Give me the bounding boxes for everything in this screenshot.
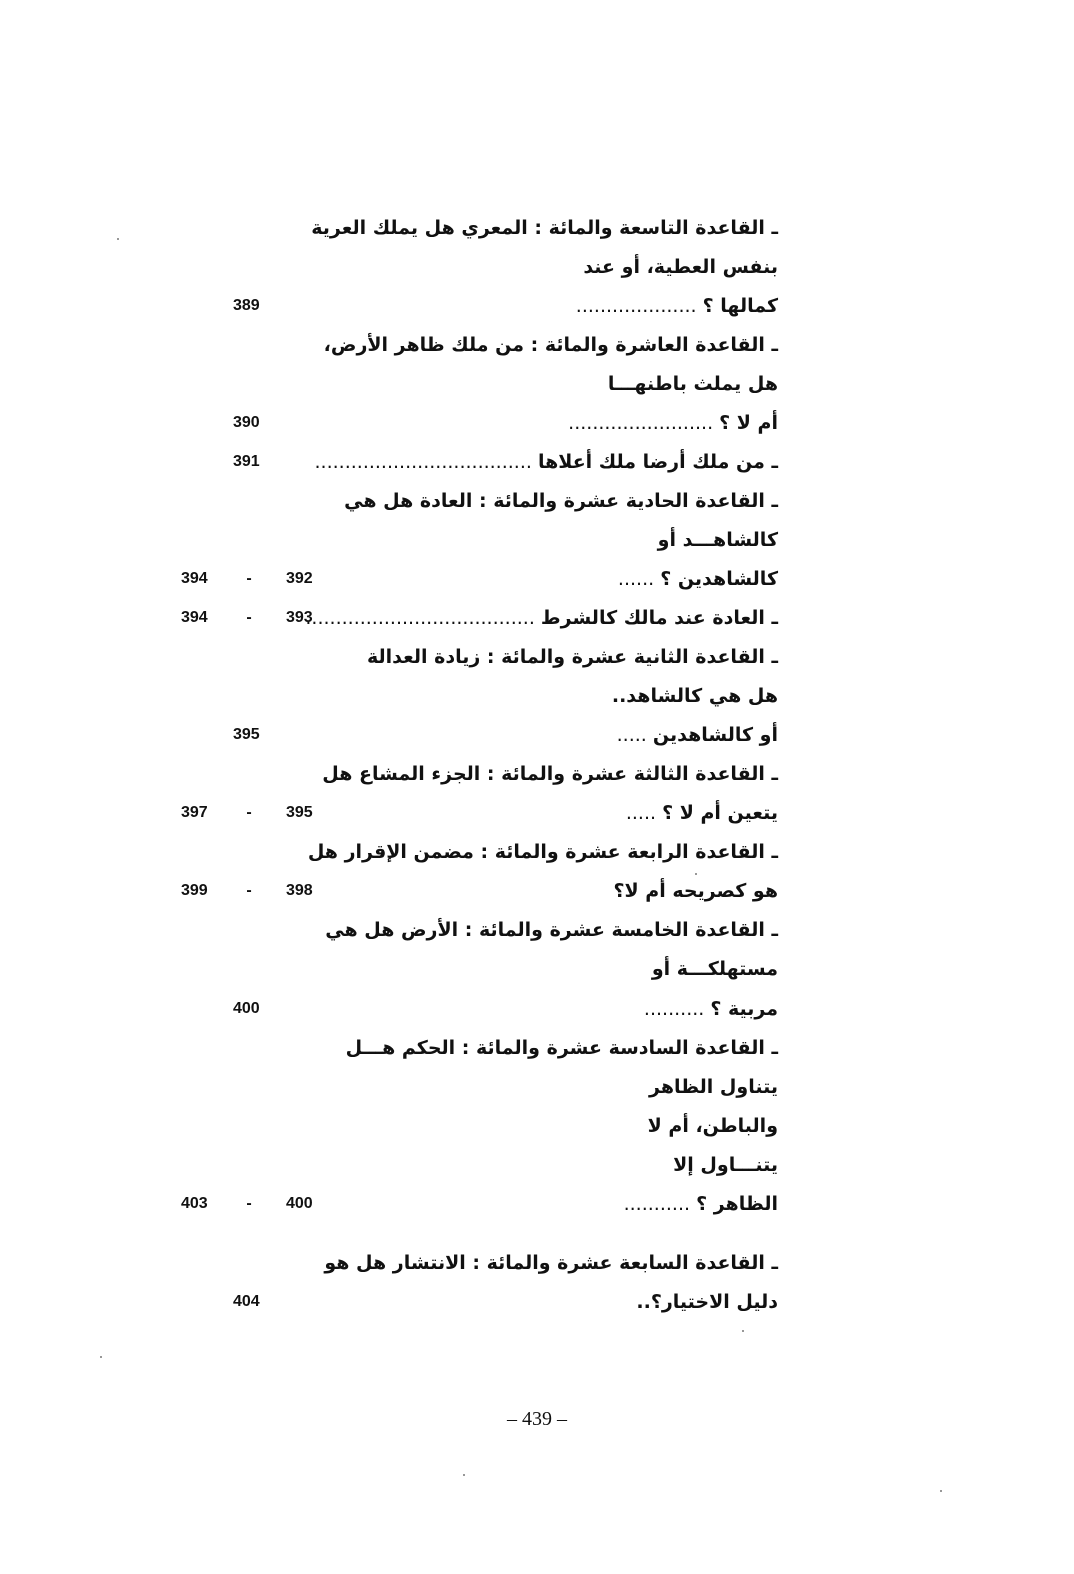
toc-entry-title <box>344 483 778 519</box>
toc-entry <box>0 522 1074 558</box>
entry-text: ـ من ملك أرضا ملك أعلاها <box>537 451 778 473</box>
toc-entry-title <box>612 678 778 714</box>
page-number: – 439 – <box>507 1408 567 1430</box>
toc-entry-title <box>644 991 778 1027</box>
toc-entry <box>0 405 1074 441</box>
toc-entry <box>0 366 1074 402</box>
entry-text: ـ القاعدة الخامسة عشرة والمائة : الأرض هل هي <box>325 919 778 941</box>
page-start: 389 <box>233 297 260 314</box>
toc-entry-title <box>648 1108 778 1144</box>
entry-text: والباطن، أم لا <box>647 1115 778 1137</box>
toc-entry <box>0 1245 1074 1281</box>
page-start: 392 <box>286 570 313 587</box>
entry-text: أم لا ؟ <box>719 412 778 434</box>
toc-entry-title <box>673 1147 778 1183</box>
entry-text: كالشاهدين ؟ <box>660 568 778 590</box>
toc-entry-title <box>576 288 778 324</box>
toc-entry-title <box>658 522 778 558</box>
toc-entry <box>0 873 1074 909</box>
toc-entry-title <box>325 912 778 948</box>
toc-entry <box>0 1030 1074 1066</box>
toc-entry-title <box>618 561 778 597</box>
toc-entry-title <box>311 210 778 246</box>
entry-text: ـ القاعدة الحادية عشرة والمائة : العادة هل هي <box>344 490 778 512</box>
entry-text: مربية ؟ <box>710 998 778 1020</box>
page-start: 404 <box>233 1293 260 1310</box>
toc-entry <box>0 327 1074 363</box>
toc-entry-title <box>626 795 778 831</box>
entry-text: هل هي كالشاهد.. <box>611 685 778 707</box>
toc-entry-title <box>367 639 778 675</box>
entry-text: بنفس العطية، أو عند <box>583 256 778 278</box>
entry-text: يتنـــاول إلا <box>673 1154 778 1176</box>
toc-entry <box>0 1069 1074 1105</box>
toc-entry-title <box>652 951 778 987</box>
range-dash: - <box>246 882 252 899</box>
toc-entry <box>0 795 1074 831</box>
toc-entry <box>0 561 1074 597</box>
scan-speck <box>117 238 119 240</box>
page-start: 390 <box>233 414 260 431</box>
toc-entry <box>0 717 1074 753</box>
toc-entry <box>0 834 1074 870</box>
toc-entry-title <box>624 1186 778 1222</box>
toc-entry-title <box>346 1030 778 1066</box>
toc-entry <box>0 288 1074 324</box>
entry-text: كمالها ؟ <box>702 295 778 317</box>
entry-text: هل يملث باطنهـــا <box>607 373 778 395</box>
page-end: 403 <box>181 1195 208 1212</box>
toc-entry <box>0 210 1074 246</box>
toc-entry-title <box>614 873 778 909</box>
toc-entry-title <box>322 756 778 792</box>
entry-text: ـ القاعدة الرابعة عشرة والمائة : مضمن الإقرار هل <box>307 841 778 863</box>
range-dash: - <box>246 570 252 587</box>
leader-dots: .................... <box>575 295 703 317</box>
page-start: 400 <box>286 1195 313 1212</box>
scan-speck <box>695 873 697 875</box>
entry-text: ـ القاعدة السادسة عشرة والمائة : الحكم هـــل <box>345 1037 778 1059</box>
leader-dots: ..... <box>616 724 653 746</box>
entry-text: هو كصريحه أم لا؟ <box>613 880 778 902</box>
entry-text: ـ القاعدة الثانية عشرة والمائة : زيادة العدالة <box>367 646 778 668</box>
toc-entry <box>0 756 1074 792</box>
scan-speck <box>940 1490 942 1492</box>
page-end: 394 <box>181 570 208 587</box>
scan-speck <box>742 1330 744 1332</box>
leader-dots: ...... <box>617 568 661 590</box>
toc-entry <box>0 444 1074 480</box>
leader-dots: .......... <box>643 998 711 1020</box>
entry-text: دليل الاختيار؟.. <box>636 1291 778 1313</box>
entry-text: يتعين أم لا ؟ <box>662 802 778 824</box>
entry-text: أو كالشاهدين <box>652 724 778 746</box>
entry-text: ـ القاعدة الثالثة عشرة والمائة : الجزء المشاع هل <box>322 763 778 785</box>
toc-entry-title <box>324 1245 778 1281</box>
page-start: 395 <box>286 804 313 821</box>
entry-text: ـ القاعدة التاسعة والمائة : المعري هل يملك العرية <box>311 217 778 239</box>
toc-entry <box>0 639 1074 675</box>
page-end: 399 <box>181 882 208 899</box>
toc-entry <box>0 991 1074 1027</box>
range-dash: - <box>246 609 252 626</box>
entry-text: ـ القاعدة العاشرة والمائة : من ملك ظاهر الأرض، <box>323 334 778 356</box>
toc-entry <box>0 483 1074 519</box>
toc-entry <box>0 1108 1074 1144</box>
page-start: 391 <box>233 453 260 470</box>
entry-text: الظاهر ؟ <box>696 1193 778 1215</box>
leader-dots: .................................... <box>314 451 538 473</box>
leader-dots: ........................ <box>568 412 720 434</box>
page-end: 394 <box>181 609 208 626</box>
toc-entry <box>0 951 1074 987</box>
toc-entry-title <box>324 327 778 363</box>
scan-speck <box>463 1474 465 1476</box>
leader-dots: ........... <box>623 1193 697 1215</box>
scan-speck <box>100 1356 102 1358</box>
toc-entry-title <box>636 1284 778 1320</box>
entry-text: مستهلكـــة أو <box>651 958 778 980</box>
toc-entry <box>0 678 1074 714</box>
toc-entry <box>0 1147 1074 1183</box>
entry-text: كالشاهـــد أو <box>657 529 778 551</box>
page-start: 400 <box>233 1000 260 1017</box>
toc-entry <box>0 600 1074 636</box>
entry-text: ـ العادة عند مالك كالشرط <box>540 607 778 629</box>
toc-entry-title <box>649 1069 778 1105</box>
page-start: 398 <box>286 882 313 899</box>
leader-dots: ...................................... <box>305 607 541 629</box>
toc-entry <box>0 249 1074 285</box>
toc-entry-title <box>608 366 778 402</box>
page-start: 393 <box>286 609 313 626</box>
toc-entry-title <box>305 600 778 636</box>
page-start: 395 <box>233 726 260 743</box>
leader-dots: ..... <box>625 802 663 824</box>
range-dash: - <box>246 804 252 821</box>
toc-entry <box>0 912 1074 948</box>
toc-entry-title <box>315 444 779 480</box>
toc-entry-title <box>308 834 778 870</box>
page-end: 397 <box>181 804 208 821</box>
range-dash: - <box>246 1195 252 1212</box>
toc-entry-title <box>617 717 778 753</box>
toc-entry-title <box>568 405 778 441</box>
entry-text: ـ القاعدة السابعة عشرة والمائة : الانتشار هل هو <box>324 1252 778 1274</box>
toc-entry <box>0 1186 1074 1222</box>
entry-text: يتناول الظاهر <box>649 1076 778 1098</box>
toc-entry-title <box>583 249 778 285</box>
toc-entry <box>0 1284 1074 1320</box>
